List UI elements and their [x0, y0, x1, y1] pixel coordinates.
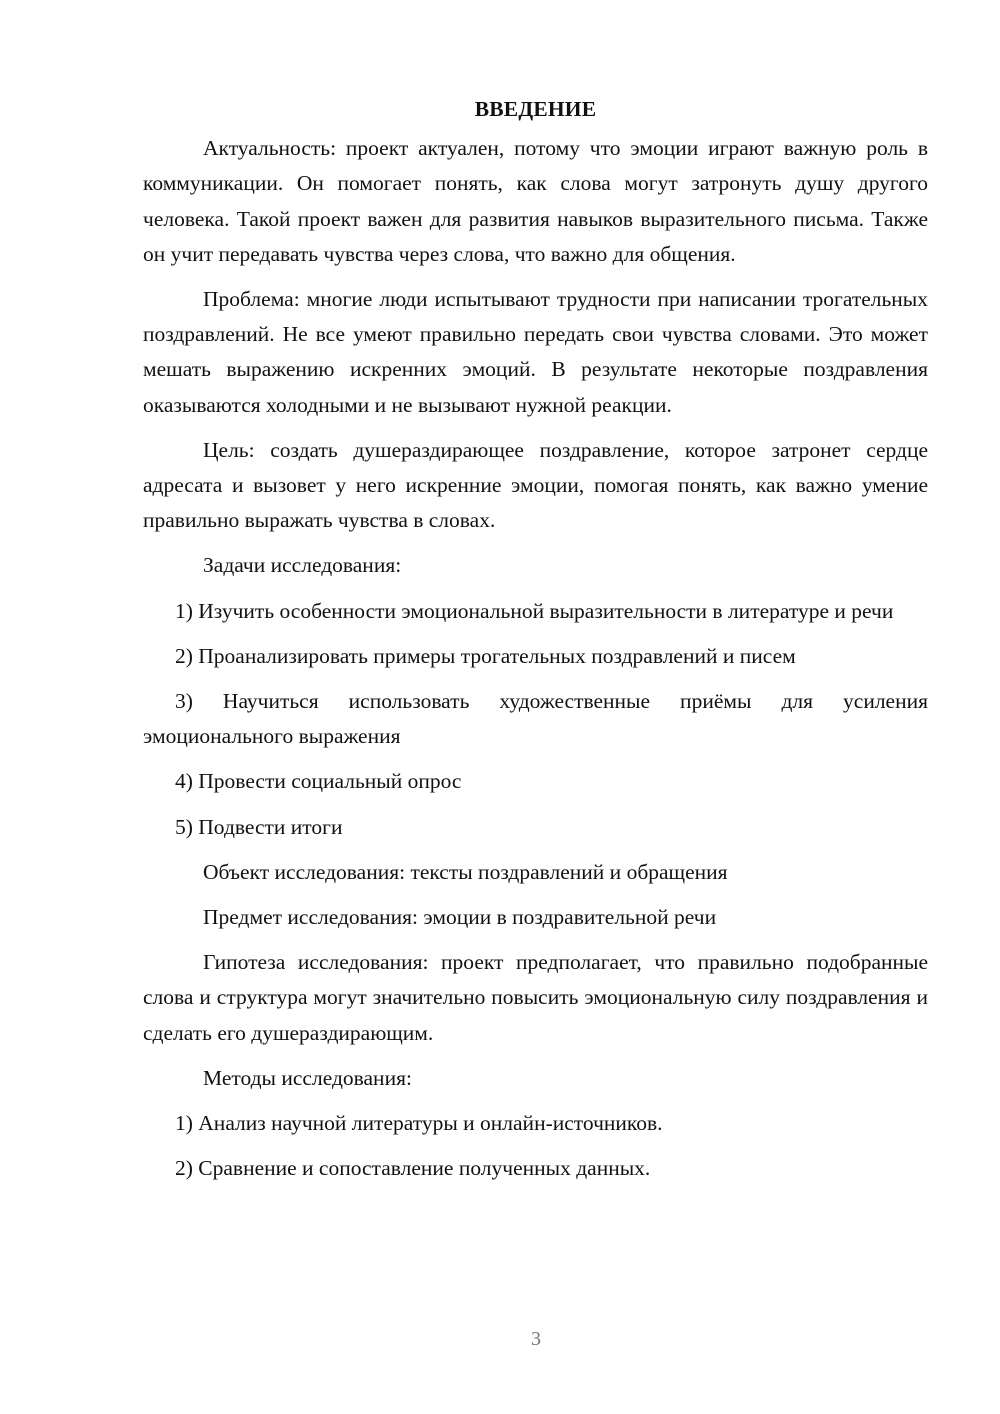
task-item: 1) Изучить особенности эмоциональной выразительности в литературе и речи — [175, 598, 894, 623]
method-item: 2) Сравнение и сопоставление полученных данных. — [175, 1156, 651, 1181]
document-page — [143, 92, 928, 1196]
methods-title: Методы исследования: — [203, 1065, 412, 1090]
relevance-paragraph: Актуальность: проект актуален, потому что эмоции играют важную роль в коммуникации. Он помогает понять, как слова могут затронуть душу другого человека. Такой проект важен для развития навыков выразительного письма. Также он учит передавать чувства через слова, что важно для общения. — [143, 136, 928, 266]
tasks-title: Задачи исследования: — [203, 553, 402, 578]
task-item: 2) Проанализировать примеры трогательных поздравлений и писем — [175, 643, 796, 668]
subject-paragraph: Предмет исследования: эмоции в поздравительной речи — [203, 905, 717, 930]
problem-paragraph: Проблема: многие люди испытывают трудности при написании трогательных поздравлений. Не все умеют правильно передать свои чувства словами. Это может мешать выражению искренних эмоций. В результате некоторые поздравления оказываются холодными и не вызывают нужной реакции. — [143, 287, 928, 417]
hypothesis-paragraph: Гипотеза исследования: проект предполагает, что правильно подобранные слова и структура могут значительно повысить эмоциональную силу поздравления и сделать его душераздирающим. — [143, 950, 928, 1045]
method-item: 1) Анализ научной литературы и онлайн-источников. — [175, 1111, 663, 1136]
task-item: 4) Провести социальный опрос — [175, 769, 462, 794]
task-item: 3) Научиться использовать художественные приёмы для усиления эмоционального выражения — [143, 689, 928, 749]
section-heading: ВВЕДЕНИЕ — [474, 97, 597, 121]
page-number: 3 — [531, 1328, 541, 1350]
goal-paragraph: Цель: создать душераздирающее поздравление, которое затронет сердце адресата и вызовет у него искренние эмоции, помогая понять, как важно умение правильно выражать чувства в словах. — [143, 437, 928, 533]
object-paragraph: Объект исследования: тексты поздравлений и обращения — [203, 859, 728, 884]
task-item: 5) Подвести итоги — [175, 814, 343, 839]
